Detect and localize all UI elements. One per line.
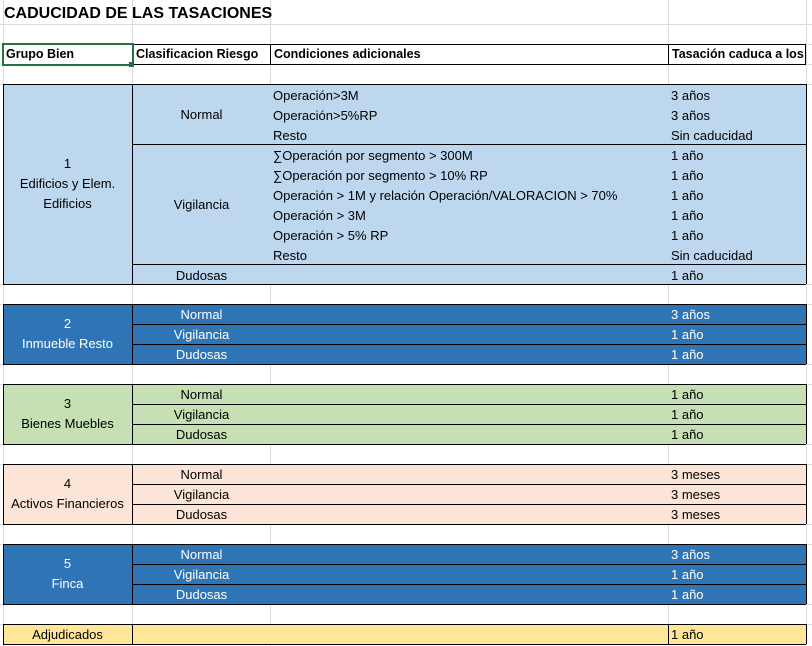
- group1-vigilancia-cond-3[interactable]: Operación > 1M y relación Operación/VALORACION > 70%: [273, 187, 618, 203]
- group4-name: Activos Financieros: [11, 496, 124, 511]
- group1-name-cell[interactable]: [3, 84, 132, 284]
- group1-normal-val-2[interactable]: 3 años: [671, 107, 711, 123]
- group1-normal-cond-1[interactable]: Operación>3M: [273, 87, 359, 103]
- group1-vigilancia-cond-2[interactable]: ∑Operación por segmento > 10% RP: [273, 167, 488, 183]
- group3-normal-val[interactable]: 1 año: [671, 387, 704, 402]
- group5-name-cell[interactable]: [3, 544, 132, 604]
- group1-dudosas-label[interactable]: Dudosas: [175, 267, 228, 283]
- group4-vigilancia-label[interactable]: Vigilancia: [173, 487, 230, 502]
- group3-vigilancia-val[interactable]: 1 año: [671, 407, 704, 422]
- group4-name-cell[interactable]: [3, 464, 132, 524]
- active-cell-selection: [2, 43, 134, 66]
- group2-normal-val[interactable]: 3 años: [671, 307, 711, 322]
- group4-dudosas-label[interactable]: Dudosas: [175, 507, 228, 522]
- group5-dudosas-val[interactable]: 1 año: [671, 587, 704, 602]
- group1-vigilancia-cond-6[interactable]: Resto: [273, 247, 307, 263]
- group1-vigilancia-val-5[interactable]: 1 año: [671, 227, 704, 243]
- group5-dudosas-label[interactable]: Dudosas: [175, 587, 228, 602]
- group4-dudosas-val[interactable]: 3 meses: [671, 507, 721, 522]
- group3-number: 3: [63, 396, 72, 411]
- group2-normal-label[interactable]: Normal: [180, 307, 223, 322]
- group2-name-cell[interactable]: [3, 304, 132, 364]
- group3-vigilancia-label[interactable]: Vigilancia: [173, 407, 230, 422]
- group1-name-line2: Edificios: [43, 196, 92, 211]
- group3-name-cell[interactable]: [3, 384, 132, 444]
- group2-vigilancia-label[interactable]: Vigilancia: [173, 327, 230, 342]
- group1-number: 1: [63, 156, 72, 171]
- group5-vigilancia-label[interactable]: Vigilancia: [173, 567, 230, 582]
- group1-normal-cond-2[interactable]: Operación>5%RP: [273, 107, 378, 123]
- group1-vigilancia-val-6[interactable]: Sin caducidad: [671, 247, 753, 263]
- group5-number: 5: [63, 556, 72, 571]
- group5-vigilancia-val[interactable]: 1 año: [671, 567, 704, 582]
- header-condiciones-adicionales[interactable]: Condiciones adicionales: [274, 47, 421, 61]
- group2-name: Inmueble Resto: [21, 336, 114, 351]
- group1-normal-cond-3[interactable]: Resto: [273, 127, 307, 143]
- group1-vigilancia-cond-1[interactable]: ∑Operación por segmento > 300M: [273, 147, 473, 163]
- group2-number: 2: [63, 316, 72, 331]
- group1-vigilancia-cond-4[interactable]: Operación > 3M: [273, 207, 366, 223]
- group1-vigilancia-val-1[interactable]: 1 año: [671, 147, 704, 163]
- group1-normal-val-1[interactable]: 3 años: [671, 87, 711, 103]
- group4-vigilancia-val[interactable]: 3 meses: [671, 487, 721, 502]
- group4-number: 4: [63, 476, 72, 491]
- group3-name: Bienes Muebles: [21, 416, 114, 431]
- group1-vigilancia-val-3[interactable]: 1 año: [671, 187, 704, 203]
- group2-dudosas-val[interactable]: 1 año: [671, 347, 704, 362]
- header-grupo-bien[interactable]: Grupo Bien: [6, 47, 75, 61]
- group3-dudosas-val[interactable]: 1 año: [671, 427, 704, 442]
- group1-name-line1: Edificios y Elem.: [19, 176, 116, 191]
- group1-normal-label[interactable]: Normal: [180, 106, 223, 122]
- group2-dudosas-label[interactable]: Dudosas: [175, 347, 228, 362]
- fill-handle[interactable]: [129, 62, 134, 67]
- group1-vigilancia-cond-5[interactable]: Operación > 5% RP: [273, 227, 389, 243]
- group5-name: Finca: [51, 576, 84, 591]
- group5-normal-label[interactable]: Normal: [180, 547, 223, 562]
- header-tasacion-caduca[interactable]: Tasación caduca a los: [672, 47, 804, 61]
- group1-dudosas-val[interactable]: 1 año: [671, 267, 704, 283]
- header-clasificacion-riesgo[interactable]: Clasificacion Riesgo: [136, 47, 259, 61]
- group5-normal-val[interactable]: 3 años: [671, 547, 711, 562]
- group1-vigilancia-val-2[interactable]: 1 año: [671, 167, 704, 183]
- group1-vigilancia-label[interactable]: Vigilancia: [173, 197, 230, 212]
- adjudicados-label[interactable]: Adjudicados: [32, 627, 103, 642]
- adjudicados-val[interactable]: 1 año: [671, 627, 704, 642]
- group2-vigilancia-val[interactable]: 1 año: [671, 327, 704, 342]
- group3-normal-label[interactable]: Normal: [180, 387, 223, 402]
- group1-normal-val-3[interactable]: Sin caducidad: [671, 127, 753, 143]
- group3-dudosas-label[interactable]: Dudosas: [175, 427, 228, 442]
- group4-normal-label[interactable]: Normal: [180, 467, 223, 482]
- group1-vigilancia-val-4[interactable]: 1 año: [671, 207, 704, 223]
- group4-normal-val[interactable]: 3 meses: [671, 467, 721, 482]
- sheet-title: CADUCIDAD DE LAS TASACIONES: [4, 4, 273, 22]
